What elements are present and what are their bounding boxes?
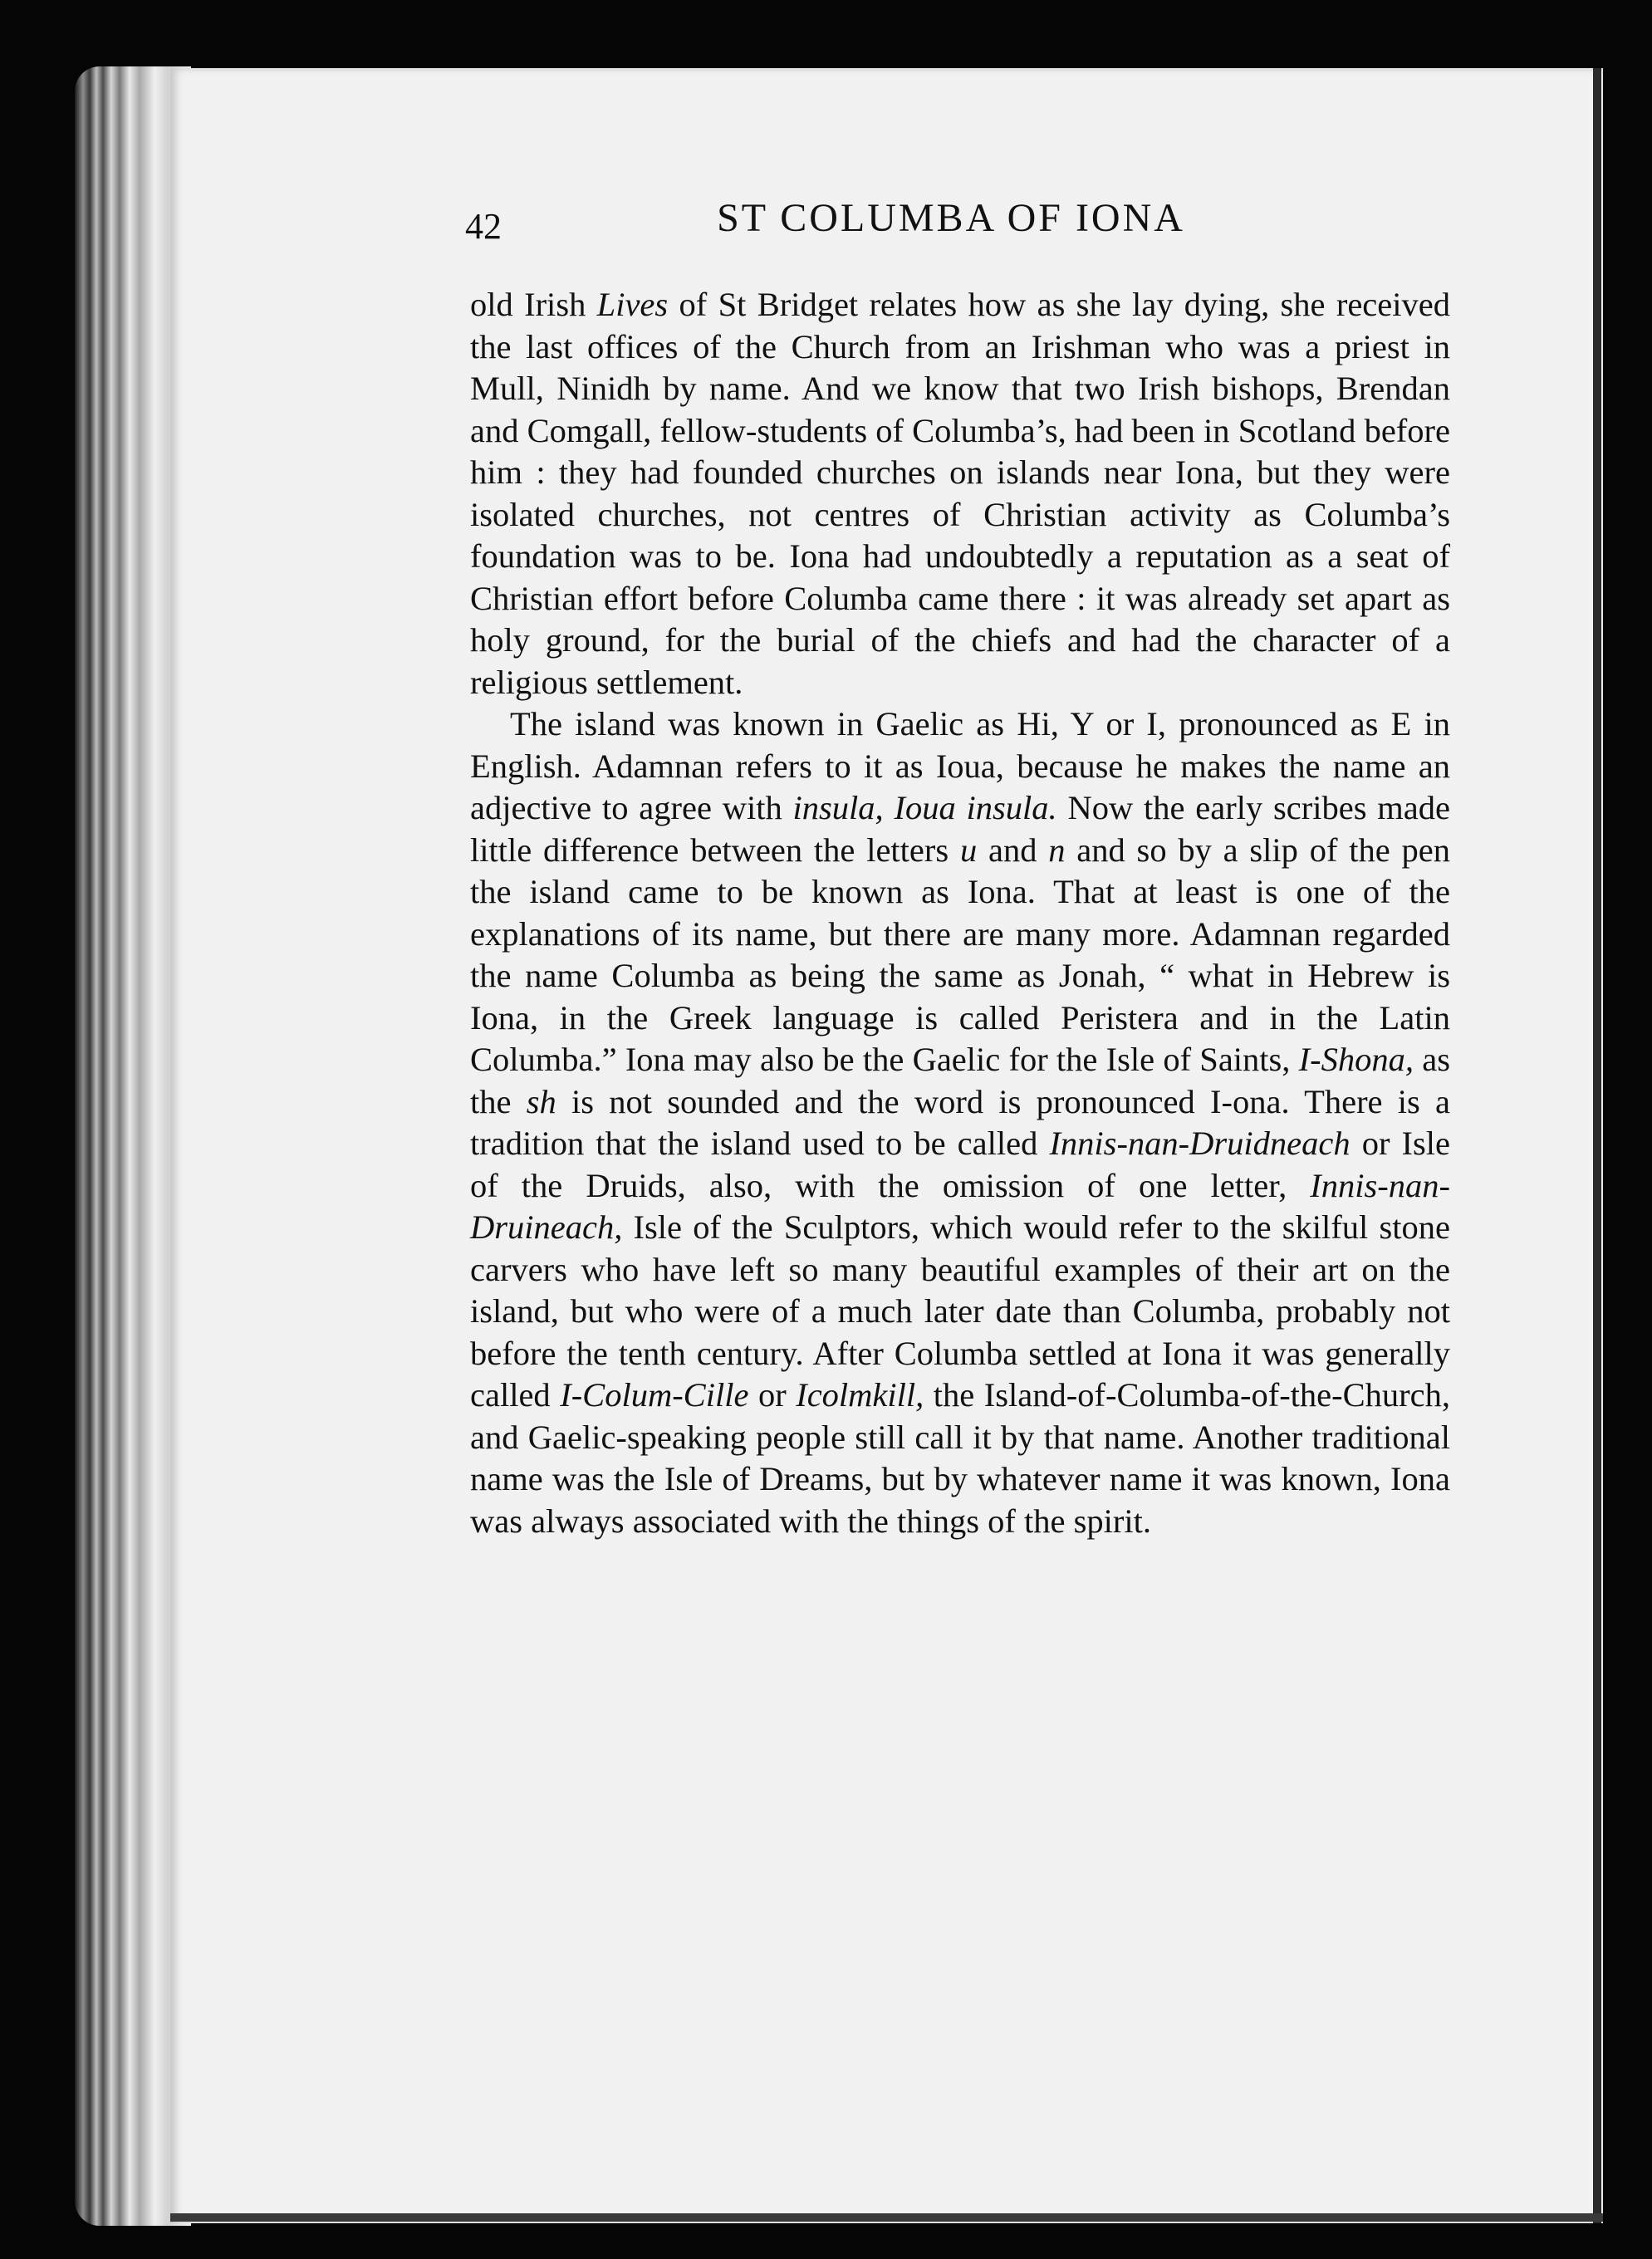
italic-text: Innis-nan-Druidneach	[1049, 1125, 1351, 1162]
text-run: and	[977, 831, 1049, 869]
text-run: The island was known in Gaelic as Hi, Y or I, pronounced as E in English. Adamnan refers to it as Ioua, because he makes the name an adjective to agree with	[470, 705, 1450, 826]
text-run: Now the early scribes made little difference between the letters	[470, 789, 1450, 869]
text-run: the Island-of-Columba-of-the-Church, and Gaelic-speaking people still call it by that name. Another traditional name was the Isle of Dreams, but by whatever name it was known, Iona was always associated with the things of the spirit.	[470, 1376, 1450, 1540]
italic-text: I-Shona,	[1298, 1041, 1414, 1078]
text-run: old Irish	[470, 286, 597, 323]
body-text	[470, 284, 1450, 1542]
italic-text: I-Colum-Cille	[560, 1376, 749, 1414]
page-title: ST COLUMBA OF IONA	[717, 196, 1185, 240]
italic-text: Lives	[596, 286, 669, 323]
page-bottom-edge	[170, 2213, 1603, 2222]
italic-text: u	[959, 831, 978, 869]
text-run: and so by a slip of the pen the island came to be known as Iona. That at least is one of the explanations of its name, but there are many more. Adamnan regarded the name Columba as being the same as Jonah, “ what in Hebrew is Iona, in the Greek language is called Peristera and in the Latin Columba.” Iona may also be the Gaelic for the Isle of Saints,	[470, 831, 1450, 1078]
italic-text: sh	[526, 1082, 556, 1120]
page-number: 42	[465, 206, 502, 247]
text-run: Isle of the Sculptors, which would refer to the skilful stone carvers who have left so many beautiful examples of their art on the island, but who were of a much later date than Columba, probably not before the tenth century. After Columba settled at Iona it was generally called	[470, 1208, 1450, 1414]
text-run: as the	[470, 1041, 1450, 1120]
running-head	[465, 195, 1437, 253]
italic-text: Innis-nan-Druineach,	[470, 1166, 1450, 1246]
text-run: or	[748, 1376, 797, 1414]
paragraph	[470, 284, 1450, 703]
text-run: of St Bridget relates how as she lay dying, she received the last offices of the Church from an Irishman who was a priest in Mull, Ninidh by name. And we know that two Irish bishops, Brendan and Comgall, fellow-students of Columba’s, had been in Scotland before him : they had founded churches on islands near Iona, but they were isolated churches, not centres of Christian activity as Columba’s foundation was to be. Iona had undoubtedly a reputation as a seat of Christian effort before Columba came there : it was already set apart as holy ground, for the burial of the chiefs and had the character of a religious settlement.	[470, 286, 1450, 701]
text-run: or Isle of the Druids, also, with the omission of one letter,	[470, 1125, 1450, 1204]
paragraph	[470, 703, 1450, 1542]
text-run: is not sounded and the word is pronounced I-ona. There is a tradition that the island used to be called	[470, 1082, 1450, 1162]
italic-text: n	[1048, 831, 1066, 869]
page-right-edge	[1593, 68, 1601, 2223]
italic-text: Icolmkill,	[796, 1376, 924, 1414]
italic-text: insula, Ioua insula.	[792, 789, 1057, 826]
